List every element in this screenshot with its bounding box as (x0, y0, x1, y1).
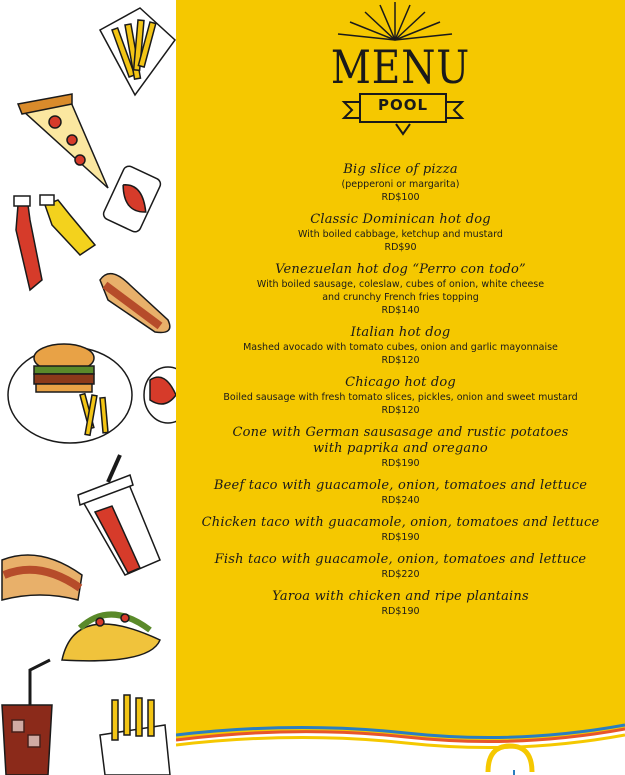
burger-plate-icon (8, 344, 132, 443)
taco-icon (62, 614, 160, 661)
menu-item (176, 515, 625, 544)
menu-item (176, 262, 625, 317)
menu-item (176, 478, 625, 507)
menu-item (176, 589, 625, 618)
hot-dog-icon (2, 555, 82, 600)
sunburst-decoration (320, 0, 470, 45)
menu-item-description: Boiled sausage with fresh tomato slices, pickles, onion and sweet mustard (223, 392, 578, 403)
fries-box-icon (100, 695, 170, 775)
menu-item-name: Beef taco with guacamole, onion, tomatoes and lettuce (213, 478, 588, 493)
menu-item (176, 375, 625, 417)
fries-icon (100, 8, 175, 95)
wave-decoration (176, 715, 625, 775)
menu-item-price: RD$240 (381, 495, 420, 506)
menu-item-name: Big slice of pizza (343, 162, 458, 177)
menu-item-price: RD$190 (381, 458, 420, 469)
menu-item-price: RD$120 (381, 355, 420, 366)
drink-glass-icon (2, 660, 52, 775)
ketchup-bottle-icon (14, 196, 42, 290)
menu-item-price: RD$120 (381, 405, 420, 416)
menu-item-name: Yaroa with chicken and ripe plantains (272, 589, 529, 604)
menu-item-price: RD$190 (381, 606, 420, 617)
hot-dog-icon (100, 274, 170, 333)
menu-item (176, 162, 625, 204)
menu-item-price: RD$100 (381, 192, 420, 203)
menu-item-price: RD$190 (381, 532, 420, 543)
menu-item-name: Chicago hot dog (345, 375, 456, 390)
menu-item-description: (pepperoni or margarita) (341, 179, 460, 190)
menu-item-name: Cone with German sausasage and rustic potatoes with paprika and oregano (232, 425, 569, 456)
menu-item-price: RD$140 (381, 305, 420, 316)
page-title: MENU (330, 40, 471, 94)
menu-item-name: Chicken taco with guacamole, onion, tomatoes and lettuce (201, 515, 600, 530)
menu-item-description: Mashed avocado with tomato cubes, onion and garlic mayonnaise (243, 342, 558, 353)
menu-list (176, 162, 625, 618)
menu-item-name: Classic Dominican hot dog (310, 212, 491, 227)
menu-item-description: With boiled sausage, coleslaw, cubes of onion, white cheese and crunchy French fries topping (256, 279, 545, 303)
cola-can-icon (102, 164, 163, 233)
soda-cup-icon (78, 455, 160, 575)
brand-logo-icon (480, 740, 540, 775)
menu-item-name: Venezuelan hot dog “Perro con todo” (275, 262, 526, 277)
menu-item-name: Fish taco with guacamole, onion, tomatoes and lettuce (214, 552, 587, 567)
menu-item (176, 325, 625, 367)
menu-item (176, 212, 625, 254)
mustard-bottle-icon (40, 195, 95, 255)
pizza-slice-icon (18, 94, 108, 188)
menu-item (176, 425, 625, 470)
menu-item (176, 552, 625, 581)
menu-item-price: RD$220 (381, 569, 420, 580)
menu-subtitle: POOL (377, 96, 429, 114)
menu-item-name: Italian hot dog (350, 325, 451, 340)
menu-item-description: With boiled cabbage, ketchup and mustard (298, 229, 503, 240)
menu-item-price: RD$90 (384, 242, 417, 253)
